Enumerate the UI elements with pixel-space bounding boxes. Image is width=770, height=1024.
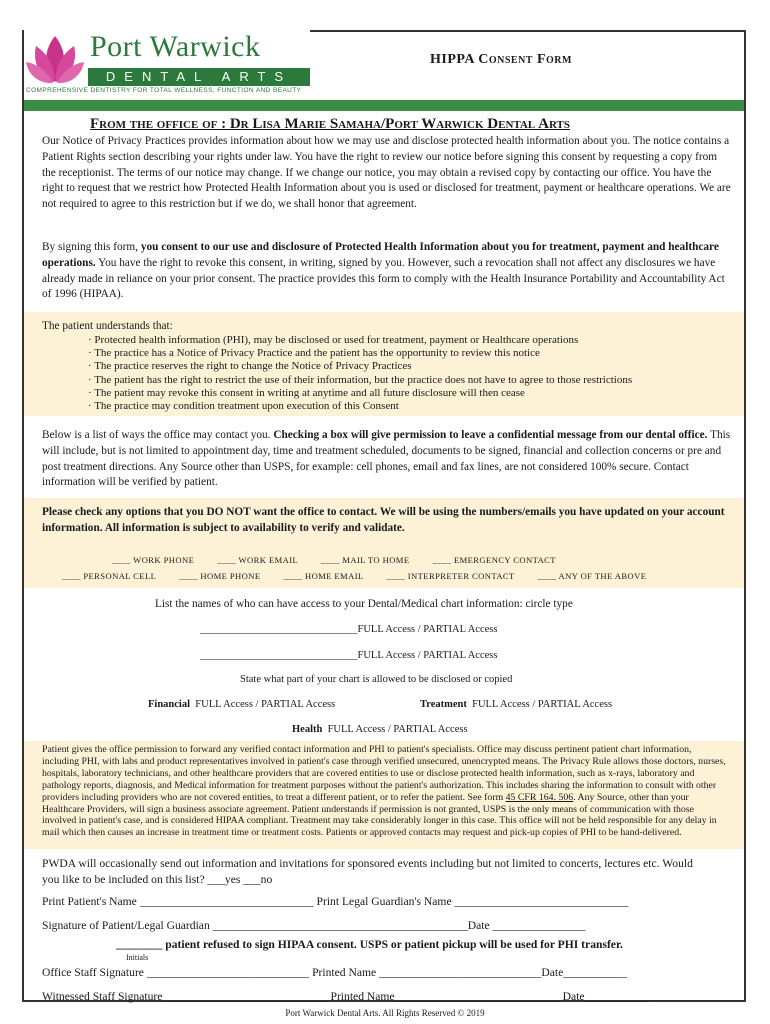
access-line-1[interactable]: ______________________________FULL Access / PARTIAL Access xyxy=(200,624,498,635)
consent-lead: By signing this form, xyxy=(42,241,141,253)
treatment-access xyxy=(420,699,612,710)
witnessed-staff-signature-line[interactable]: Witnessed Staff Signature ____________________________ Printed Name ____________________________ Date___________ xyxy=(42,990,649,1003)
access-list-heading: List the names of who can have access to your Dental/Medical chart information: circle type xyxy=(155,598,573,610)
contact-bold: Checking a box will give permission to leave a confidential message from our dental office. xyxy=(273,429,708,441)
health-label: Health xyxy=(292,724,323,735)
contact-options-row-1 xyxy=(112,555,556,565)
list-item: · The patient has the right to restrict the use of their information, but the practice does not have to agree to those restrictions xyxy=(88,373,633,386)
pwda-events-question: PWDA will occasionally send out information and invitations for sponsored events including but not limited to concerts, lectures etc. Would you like to be included on this list? ___yes ___no xyxy=(42,857,693,886)
treatment-label: Treatment xyxy=(420,699,467,710)
financial-access xyxy=(148,699,335,710)
office-heading: From the office of : Dr Lisa Marie Samaha/Port Warwick Dental Arts xyxy=(90,116,570,132)
specialists-text-before: Patient gives the office permission to forward any verified contact information and PHI to patient's specialists. Office may discuss pertinent patient chart information, including PHI, with labs and product representatives involved in patient's case through verified unsecured, unencrypted means. The Privacy Rule allows those doctors, nurses, hospitals, laboratory technicians, and other healthcare providers that are covered entities to use or disclose protected health information, such as x-rays, laboratory and pathology reports, diagnosis, and Medical information for treatment purposes without the patient's authorization. This includes sharing the information to consult with other providers including providers who are not covered entities, to treat a different patient, or to refer the patient. See form xyxy=(42,744,726,803)
list-item: · Protected health information (PHI), may be disclosed or used for treatment, payment or Healthcare operations xyxy=(88,334,579,346)
specialists-paragraph xyxy=(42,744,728,839)
header-divider xyxy=(24,100,744,111)
option-interpreter-contact[interactable]: ____ INTERPRETER CONTACT xyxy=(386,571,515,581)
list-item: · The practice may condition treatment upon execution of this Consent xyxy=(88,400,399,413)
print-names-line[interactable]: Print Patient's Name ______________________________ Print Legal Guardian's Name ______________________________ xyxy=(42,895,629,908)
list-item: · The patient may revoke this consent in writing at anytime and all future disclosure will then cease xyxy=(88,386,525,399)
contact-options-row-2 xyxy=(62,571,646,581)
health-value[interactable]: FULL Access / PARTIAL Access xyxy=(327,724,468,735)
consent-rest: You have the right to revoke this consent, in writing, signed by you. However, such a revocation shall not affect any disclosures we have already made in reliance on your prior consent. The practice provides this form to comply with the Health Insurance Portability and Accountability Act of 1996 (HIPAA). xyxy=(42,256,725,301)
contact-paragraph xyxy=(42,428,732,491)
logo-tagline: COMPREHENSIVE DENTISTRY FOR TOTAL WELLNESS, FUNCTION AND BEAUTY xyxy=(26,87,302,94)
option-any-of-the-above[interactable]: ____ ANY OF THE ABOVE xyxy=(537,571,647,581)
contact-lead: Below is a list of ways the office may contact you. xyxy=(42,429,274,441)
contact-rest: This will include, but is not limited to appointment day, time and treatment scheduled, documents to be signed, financial and collection concerns or pre and post treatment directions. Any Source other than USPS, for example: cell phones, email and fax lines, are not considered 100% secure. Contact information will be verified by patient. xyxy=(42,429,731,489)
lotus-flower-icon xyxy=(26,32,84,86)
option-work-email[interactable]: ____ WORK EMAIL xyxy=(217,555,298,565)
access-line-2[interactable]: ______________________________FULL Access / PARTIAL Access xyxy=(200,650,498,661)
privacy-notice-paragraph: Our Notice of Privacy Practices provides information about how we may use and disclose protected health information about you. The notice contains a Patient Rights section describing your rights under law. You have the right to review our notice before signing this consent by requesting a copy from the receptionist. The terms of our notice may change. If we change our notice, you may obtain a revised copy by contacting our office. You have the right to request that we restrict how Protected Health Information about you is used or disclosed for treatment, payment or healthcare operations. We are not required to agree to this restriction but if we do, we shall honor that agreement. xyxy=(42,135,731,211)
understands-intro: The patient understands that: xyxy=(42,320,173,332)
option-work-phone[interactable]: ____ WORK PHONE xyxy=(112,555,195,565)
state-part-text: State what part of your chart is allowed to be disclosed or copied xyxy=(240,674,513,685)
logo-wordmark: Port Warwick xyxy=(90,30,261,63)
footer-copyright: Port Warwick Dental Arts. All Rights Reserved © 2019 xyxy=(285,1008,485,1018)
logo-subtitle: DENTAL ARTS xyxy=(88,68,310,86)
health-access xyxy=(292,724,468,735)
initials-label: Initials xyxy=(126,953,149,962)
list-item: · The practice has a Notice of Privacy Practice and the patient has the opportunity to review this notice xyxy=(88,347,540,360)
specialists-text-after: . Any Source, other than your Healthcare Providers, will sign a business associate agreement. Patient understands if permission is not granted, USPS is the only means of communication with those involved in patient's case, and is considered HIPAA compliant. Treatment may take considerably longer in this case. This office will not be held responsible for any delay in mail which then causes an increase in treatment time or treatment costs. Patients or approved contacts may request and pick-up copies of PHI to be hand-delivered. xyxy=(42,791,717,839)
form-title: HIPPA Consent Form xyxy=(430,52,572,67)
financial-value[interactable]: FULL Access / PARTIAL Access xyxy=(195,699,336,710)
signature-line[interactable]: Signature of Patient/Legal Guardian ____________________________________________Date ________________ xyxy=(42,919,586,932)
list-item: · The practice reserves the right to change the Notice of Privacy Practices xyxy=(88,360,412,373)
understands-list xyxy=(88,334,632,413)
cfr-reference-link[interactable]: 45 CFR 164. 506 xyxy=(505,791,574,803)
option-emergency-contact[interactable]: ____ EMERGENCY CONTACT xyxy=(432,555,556,565)
logo xyxy=(24,30,310,100)
treatment-value[interactable]: FULL Access / PARTIAL Access xyxy=(472,699,613,710)
office-staff-signature-line[interactable]: Office Staff Signature ____________________________ Printed Name ____________________________Date___________ xyxy=(42,966,627,979)
refused-consent-line[interactable]: ________ patient refused to sign HIPAA consent. USPS or patient pickup will be used for PHI transfer. xyxy=(116,938,623,951)
option-mail-to-home[interactable]: ____ MAIL TO HOME xyxy=(320,555,410,565)
option-home-phone[interactable]: ____ HOME PHONE xyxy=(179,571,261,581)
consent-paragraph xyxy=(42,240,732,303)
consent-bold: you consent to our use and disclosure of Protected Health Information about you for treatment, payment and healthcare operations. xyxy=(42,241,719,269)
financial-label: Financial xyxy=(148,699,191,710)
option-home-email[interactable]: ____ HOME EMAIL xyxy=(283,571,364,581)
option-personal-cell[interactable]: ____ PERSONAL CELL xyxy=(62,571,156,581)
please-check-text: Please check any options that you DO NOT want the office to contact. We will be using the numbers/emails you have updated on your account information. All information is subject to availability to verify and validate. xyxy=(42,506,725,534)
